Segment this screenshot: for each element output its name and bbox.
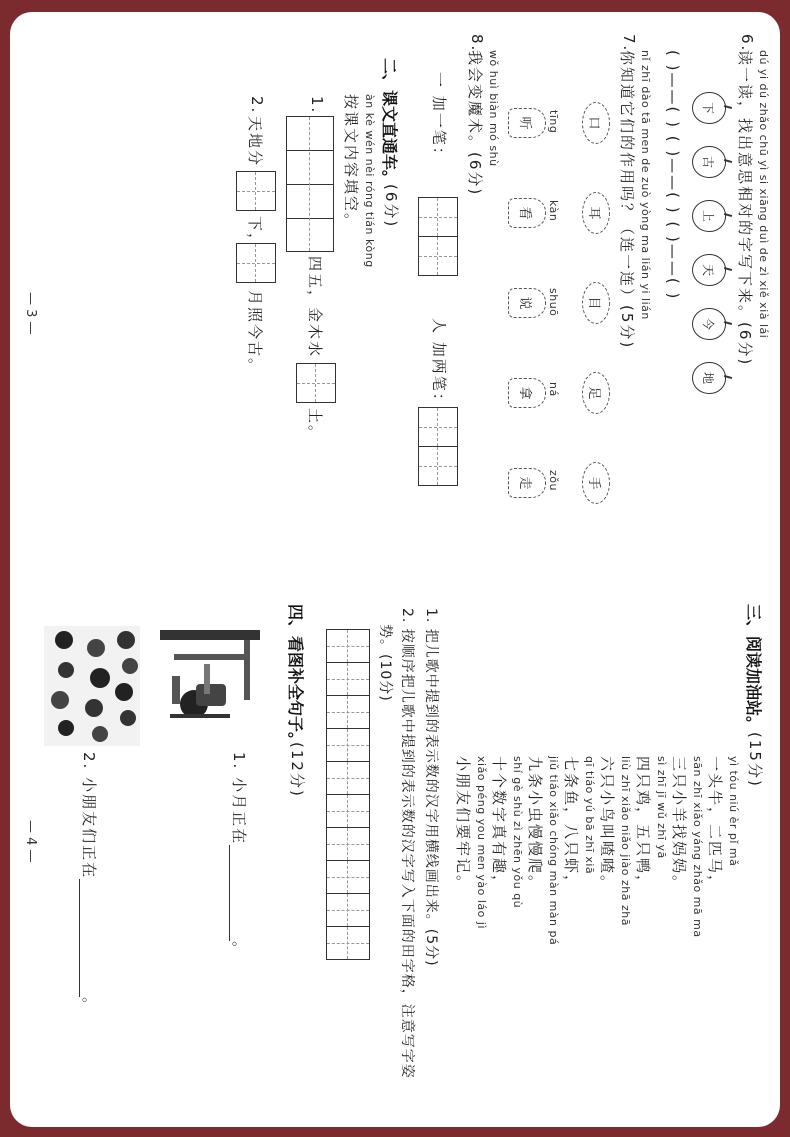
apple-char: 今 xyxy=(692,308,726,340)
poem-pinyin: yì tóu niú èr pǐ mǎ xyxy=(727,756,740,867)
action-tag[interactable]: 看 xyxy=(508,198,546,228)
poem-pinyin: sì zhī jī wǔ zhī yā xyxy=(655,756,668,859)
action-tag[interactable]: 说 xyxy=(508,288,546,318)
poem-pinyin: liù zhī xiǎo niǎo jiào zhā zhā xyxy=(619,756,632,926)
apple-char: 上 xyxy=(692,200,726,232)
action-pinyin: shuō xyxy=(547,288,560,317)
rotated-content xyxy=(10,12,780,1127)
sentence-1-blank[interactable] xyxy=(229,845,246,941)
sec2-heading: 二、课文直通车。 xyxy=(380,58,399,187)
q6-number: 6. xyxy=(738,34,756,53)
q8-add-one-label: 一 加一笔： xyxy=(430,72,448,164)
sec2-item2-box-a[interactable] xyxy=(236,172,276,211)
action-tag[interactable]: 听 xyxy=(508,108,546,138)
sec4-sentence-1 xyxy=(229,752,250,958)
apple-char: 古 xyxy=(692,146,726,178)
poem-line: 小朋友们要牢记。 xyxy=(454,756,472,893)
sentence-1-period: 。 xyxy=(230,941,248,959)
action-tag[interactable]: 拿 xyxy=(508,378,546,408)
sec4-score: (12分) xyxy=(288,742,306,798)
worksheet-page xyxy=(10,12,780,1127)
sec2-item2-part-c: 月照今古。 xyxy=(246,290,264,376)
sec2-pinyin: àn kè wén nèi róng tián kòng xyxy=(363,94,376,268)
sec3-q1: 1. 把儿歌中提到的表示数的汉字用横线画出来。(5分) xyxy=(423,608,439,967)
sec2-item2-number: 2. xyxy=(248,96,266,115)
q6-answer-pairs[interactable]: ( )——( ) ( )——( ) ( )——( ) xyxy=(664,50,682,301)
q8-question: 我会变魔术。(6分) xyxy=(466,50,484,197)
action-pinyin: tīng xyxy=(547,110,560,134)
poem-line: 六只小鸟叫喳喳。 xyxy=(598,756,616,893)
sec2-item1-middle: 四五，金木水 xyxy=(306,256,324,359)
organ-oval[interactable]: 目 xyxy=(582,282,610,324)
sec2-item1-end: 土。 xyxy=(306,408,324,443)
organ-oval[interactable]: 足 xyxy=(582,372,610,414)
apple-char: 地 xyxy=(692,362,726,394)
sec2-item2-part-a: 天地分 xyxy=(246,116,264,168)
sec2-item1-number: 1. xyxy=(308,96,326,115)
sec2-item1-box[interactable] xyxy=(296,364,336,403)
poem-pinyin: sān zhī xiǎo yáng zhǎo mā ma xyxy=(691,756,704,938)
organ-oval[interactable]: 耳 xyxy=(582,192,610,234)
sec2-score: (6分) xyxy=(382,184,400,229)
sec3-writing-grid[interactable] xyxy=(326,630,370,960)
sec2-item2-box-b[interactable] xyxy=(236,244,276,283)
action-tag[interactable]: 走 xyxy=(508,468,546,498)
poem-pinyin: jiǔ tiáo xiǎo chóng màn màn pá xyxy=(547,756,560,946)
q7-question: 你知道它们的作用吗？（连一连）(5分) xyxy=(618,50,636,350)
poem-line: 三只小羊找妈妈。 xyxy=(670,756,688,893)
poem-line: 九条小虫慢慢爬。 xyxy=(526,756,544,893)
poem-line: 四只鸡，五只鸭， xyxy=(634,756,652,893)
sec2-item1-grid[interactable] xyxy=(286,116,334,252)
sec2-instruction: 按课文内容填空。 xyxy=(342,94,360,231)
poem-line: 七条鱼，八只虾， xyxy=(562,756,580,893)
action-pinyin: zǒu xyxy=(547,470,560,491)
poem-line: 一头牛，二匹马， xyxy=(706,756,724,893)
q8-grid-one[interactable] xyxy=(418,198,458,276)
action-pinyin: ná xyxy=(547,382,560,397)
page-number-right: — 4 — xyxy=(23,820,38,863)
q7-number: 7. xyxy=(620,34,638,53)
q8-number: 8. xyxy=(468,34,486,53)
poem-pinyin: shí gè shù zì zhēn yǒu qù xyxy=(511,756,524,909)
sec3-heading: 三、阅读加油站。 xyxy=(744,604,763,733)
q7-pinyin: nǐ zhī dào tā men de zuò yòng ma lián yi lián xyxy=(639,50,652,320)
q8-add-two-label: 人 加两笔： xyxy=(430,318,448,410)
sec2-item2-part-b: 下， xyxy=(246,216,264,251)
children-crowd-illustration xyxy=(44,626,140,746)
apple-char: 天 xyxy=(692,254,726,286)
sentence-2-prefix: 2. 小朋友们正在 xyxy=(80,752,98,880)
action-pinyin: kàn xyxy=(547,200,560,222)
sec3-q2-line1: 2. 按顺序把儿歌中提到的表示数的汉字写入下面的田字格，注意写字姿 xyxy=(399,608,415,1079)
sentence-2-blank[interactable] xyxy=(79,879,96,997)
sentence-1-prefix: 1. 小月正在 xyxy=(230,752,248,846)
sec3-score: (15分) xyxy=(746,732,764,788)
organ-oval[interactable]: 手 xyxy=(582,462,610,504)
q8-pinyin: wǒ huì biàn mó shù xyxy=(487,50,500,167)
poem-pinyin: qī tiáo yú bā zhī xiā xyxy=(583,756,596,875)
q6-pinyin: dú yi dú zhǎo chū yì si xiāng duì de zì xiě xià lái xyxy=(757,50,770,339)
poem-pinyin: xiǎo péng you men yào láo jì xyxy=(475,756,488,930)
sec4-heading: 四、看图补全句子。 xyxy=(286,604,305,749)
q6-question: 读一读，找出意思相对的字写下来。(6分) xyxy=(736,50,754,367)
sec4-sentence-2 xyxy=(79,752,100,1014)
page-number-left: — 3 — xyxy=(23,292,38,335)
sentence-2-period: 。 xyxy=(80,997,98,1015)
apple-char: 下 xyxy=(692,92,726,124)
studying-girl-illustration xyxy=(150,624,270,744)
organ-oval[interactable]: 口 xyxy=(582,102,610,144)
poem-line: 十个数字真有趣， xyxy=(490,756,508,893)
sec3-q2-line2: 势。(10分) xyxy=(377,624,393,702)
q8-grid-two[interactable] xyxy=(418,408,458,486)
